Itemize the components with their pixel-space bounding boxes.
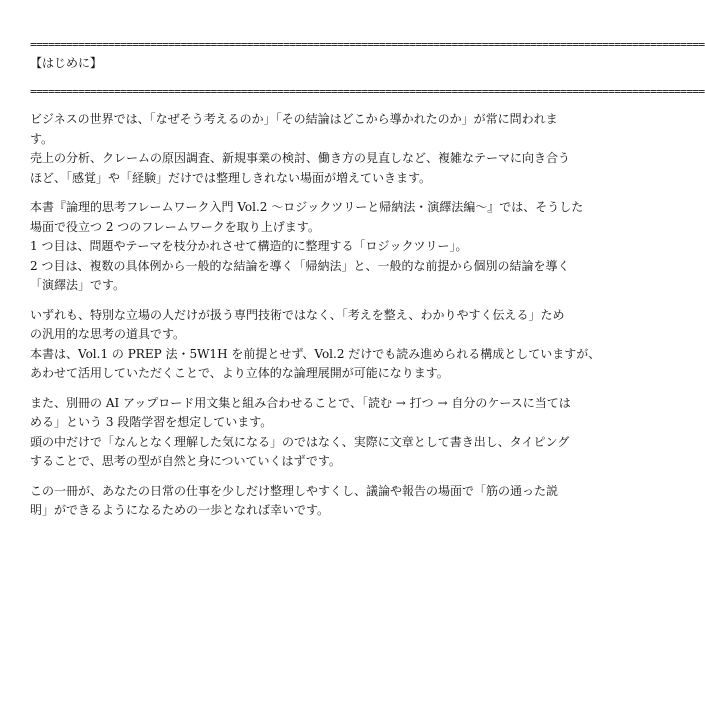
text-line: 2 つ目は、複数の具体例から一般的な結論を導く「帰納法」と、一般的な前提から個別の結論を導く <box>30 258 570 273</box>
text-line: この一冊が、あなたの日常の仕事を少しだけ整理しやすくし、議論や報告の場面で「筋の通った説 <box>30 483 559 498</box>
text-line: 明」ができるようになるための一歩となれば幸いです。 <box>30 503 330 517</box>
paragraph-2 <box>30 198 620 296</box>
text-line: また、別冊の AI アップロード用文集と組み合わせることで、「読む → 打つ → 自分のケースに当ては <box>30 395 571 410</box>
separator-top: ================================================================================================================ <box>30 38 705 51</box>
paragraph-4 <box>30 394 620 472</box>
text-line: ビジネスの世界では、「なぜそう考えるのか」「その結論はどこから導かれたのか」が常に問われま <box>30 112 558 126</box>
text-line: いずれも、特別な立場の人だけが扱う専門技術ではなく、「考えを整え、わかりやすく伝える」ため <box>30 307 565 322</box>
paragraph-1 <box>30 110 620 188</box>
paragraph-5 <box>30 482 620 521</box>
text-line: 本書『論理的思考フレームワーク入門 Vol.2 〜ロジックツリーと帰納法・演繹法編〜』では、そうした <box>30 200 584 214</box>
text-line: 頭の中だけで「なんとなく理解した気になる」のではなく、実際に文章として書き出し、タイピング <box>30 434 570 449</box>
text-line: することで、思考の型が自然と身についていくはずです。 <box>30 454 341 468</box>
text-line: ほど、「感覚」や「経験」だけでは整理しきれない場面が増えていきます。 <box>30 170 432 185</box>
text-line: の汎用的な思考の道具です。 <box>30 327 186 341</box>
text-line: 場面で役立つ 2 つのフレームワークを取り上げます。 <box>30 219 320 234</box>
separator-bottom: ================================================================================================================ <box>30 85 705 98</box>
text-line: 売上の分析、クレームの原因調査、新規事業の検討、働き方の見直しなど、複雑なテーマに向き合う <box>30 151 571 165</box>
text-line: 「演繹法」です。 <box>30 278 126 292</box>
text-line: 1 つ目は、問題やテーマを枝分かれさせて構造的に整理する「ロジックツリー」。 <box>30 239 468 253</box>
text-line: 本書は、Vol.1 の PREP 法・5W1H を前提とせず、Vol.2 だけでも読み進められる構成としていますが、 <box>30 346 601 361</box>
text-line: める」という 3 段階学習を想定しています。 <box>30 415 273 429</box>
paragraph-3 <box>30 306 620 384</box>
text-line: す。 <box>30 131 54 146</box>
document-page <box>30 36 705 531</box>
section-heading: 【はじめに】 <box>30 56 103 70</box>
text-line: あわせて活用していただくことで、より立体的な論理展開が可能になります。 <box>30 366 449 380</box>
